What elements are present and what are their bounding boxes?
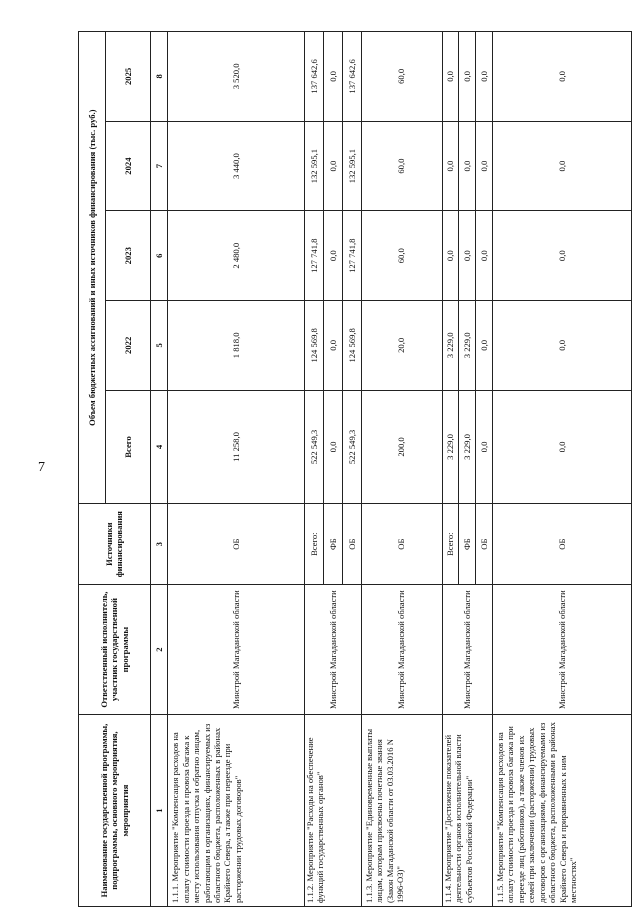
header-year-2024: 2024 — [105, 121, 150, 211]
table-row — [442, 32, 459, 907]
amount-y2024: 60,0 — [361, 121, 442, 211]
amount-y2025: 0,0 — [476, 32, 493, 122]
header-volume: Объем бюджетных ассигнований и иных источников финансирования (тыс. руб.) — [79, 32, 106, 504]
amount-total: 0,0 — [476, 390, 493, 504]
col-number: 8 — [150, 32, 167, 122]
amount-y2023: 0,0 — [442, 211, 459, 301]
col-number: 1 — [150, 715, 167, 907]
amount-total: 522 549,3 — [304, 390, 323, 504]
col-number: 5 — [150, 301, 167, 391]
executor: Минстрой Магаданской области — [442, 585, 492, 715]
amount-y2023: 127 741,8 — [304, 211, 323, 301]
amount-y2024: 132 595,1 — [342, 121, 361, 211]
amount-y2024: 3 440,0 — [168, 121, 305, 211]
header-year-2025: 2025 — [105, 32, 150, 122]
amount-y2022: 124 569,8 — [342, 301, 361, 391]
amount-y2023: 0,0 — [459, 211, 476, 301]
rotated-table-wrapper — [78, 31, 632, 907]
amount-y2022: 124 569,8 — [304, 301, 323, 391]
amount-y2023: 2 480,0 — [168, 211, 305, 301]
col-number: 2 — [150, 585, 167, 715]
amount-y2024: 0,0 — [492, 121, 631, 211]
activity-name: 1.1.2. Мероприятие "Расходы на обеспечение функций государственных органов" — [304, 715, 361, 907]
amount-total: 522 549,3 — [342, 390, 361, 504]
funding-source: ОБ — [361, 504, 442, 585]
amount-y2025: 0,0 — [492, 32, 631, 122]
funding-source: ОБ — [492, 504, 631, 585]
amount-y2024: 132 595,1 — [304, 121, 323, 211]
amount-y2022: 0,0 — [323, 301, 342, 391]
executor: Минстрой Магаданской области — [492, 585, 631, 715]
amount-y2022: 1 818,0 — [168, 301, 305, 391]
header-source: Источники финансирования — [79, 504, 151, 585]
funding-source: ОБ — [168, 504, 305, 585]
financing-table — [78, 31, 632, 907]
funding-source: ОБ — [342, 504, 361, 585]
activity-name: 1.1.5. Мероприятие "Компенсация расходов на оплату стоимости проезда и провоза багажа при переезде лиц (работников), а также членов их семей при заключении (расторжении) трудовых договоров с организациями, финансируемыми из областного бюджета, расположенными в районах Крайнего Севера и приравненных к ним местностях" — [492, 715, 631, 907]
table-row — [361, 32, 442, 907]
header-name: Наименование государственной программы, подпрограммы, основного мероприятия, мероприятия — [79, 715, 151, 907]
executor: Минстрой Магаданской области — [168, 585, 305, 715]
funding-source: ФБ — [459, 504, 476, 585]
amount-y2022: 3 229,0 — [442, 301, 459, 391]
amount-y2025: 0,0 — [323, 32, 342, 122]
col-number: 4 — [150, 390, 167, 504]
activity-name: 1.1.1. Мероприятие "Компенсация расходов на оплату стоимости проезда и провоза багажа к месту использования отпуска и обратно лицам, работающим в организациях, финансируемых из областного бюджета, расположенных в районах Крайнего Севера, а также при переезде при расторжении трудовых договоров" — [168, 715, 305, 907]
amount-y2024: 0,0 — [476, 121, 493, 211]
amount-total: 3 229,0 — [459, 390, 476, 504]
funding-source: ФБ — [323, 504, 342, 585]
amount-total: 200,0 — [361, 390, 442, 504]
column-numbers-row — [150, 32, 167, 907]
page-number: 7 — [38, 460, 45, 475]
amount-y2023: 0,0 — [323, 211, 342, 301]
table-row — [492, 32, 631, 907]
amount-y2022: 3 229,0 — [459, 301, 476, 391]
activity-name: 1.1.3. Мероприятие "Единовременные выплаты лицам, которым присвоены почетные звания (Закон Магаданской области от 03.03.2016 N 1996-ОЗ)" — [361, 715, 442, 907]
executor: Минстрой Магаданской области — [304, 585, 361, 715]
amount-y2025: 0,0 — [459, 32, 476, 122]
funding-source: Всего: — [304, 504, 323, 585]
amount-total: 0,0 — [492, 390, 631, 504]
amount-y2022: 0,0 — [492, 301, 631, 391]
amount-total: 3 229,0 — [442, 390, 459, 504]
amount-y2023: 0,0 — [492, 211, 631, 301]
amount-y2023: 127 741,8 — [342, 211, 361, 301]
col-number: 6 — [150, 211, 167, 301]
header-executor: Ответственный исполнитель, участник государственной программы — [79, 585, 151, 715]
header-year-2022: 2022 — [105, 301, 150, 391]
amount-total: 0,0 — [323, 390, 342, 504]
amount-y2024: 0,0 — [323, 121, 342, 211]
executor: Минстрой Магаданской области — [361, 585, 442, 715]
header-total: Всего — [105, 390, 150, 504]
table-row — [168, 32, 305, 907]
amount-y2025: 3 520,0 — [168, 32, 305, 122]
amount-y2024: 0,0 — [459, 121, 476, 211]
amount-y2023: 60,0 — [361, 211, 442, 301]
amount-y2025: 137 642,6 — [304, 32, 323, 122]
table-row — [304, 32, 323, 907]
activity-name: 1.1.4. Мероприятие "Достижение показателей деятельности органов исполнительной власти субъектов Российской Федерации" — [442, 715, 492, 907]
amount-y2025: 60,0 — [361, 32, 442, 122]
amount-y2025: 0,0 — [442, 32, 459, 122]
amount-y2025: 137 642,6 — [342, 32, 361, 122]
amount-y2024: 0,0 — [442, 121, 459, 211]
funding-source: Всего: — [442, 504, 459, 585]
amount-y2023: 0,0 — [476, 211, 493, 301]
header-year-2023: 2023 — [105, 211, 150, 301]
amount-total: 11 258,0 — [168, 390, 305, 504]
amount-y2022: 0,0 — [476, 301, 493, 391]
col-number: 3 — [150, 504, 167, 585]
funding-source: ОБ — [476, 504, 493, 585]
col-number: 7 — [150, 121, 167, 211]
amount-y2022: 20,0 — [361, 301, 442, 391]
